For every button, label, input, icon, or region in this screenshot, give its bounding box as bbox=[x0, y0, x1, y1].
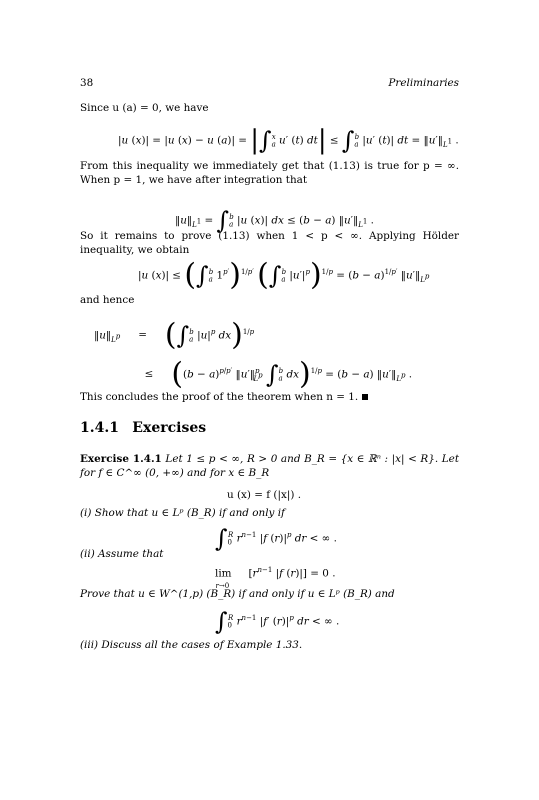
page bbox=[80, 0, 459, 800]
text-line-since: Since u (a) = 0, we have bbox=[80, 102, 209, 114]
section-heading bbox=[80, 421, 206, 436]
qed-box-icon bbox=[362, 394, 368, 400]
exercise-statement: Exercise 1.4.1 Let 1 ≤ p < ∞, R > 0 and B_R = {x ∈ ℝⁿ : |x| < R}. Let for f ∈ C^∞ (0, +∞) and for x ∈ B_R bbox=[80, 453, 459, 479]
paragraph-4: This concludes the proof of the theorem when n = 1. bbox=[80, 390, 368, 404]
equation-u: u (x) = f (|x|) . bbox=[227, 489, 301, 501]
equation-4a: $‖u‖_{L^p} = (\int_a^b$ $|u|^p$ dx)$^{1/p}$ bbox=[94, 317, 255, 353]
equation-ii: $\lim_{r\to 0} [r^{n-1}$ |f (r)|] = 0 . bbox=[215, 566, 336, 590]
equation-4b: ≤ ($(b - a)^{p/p'}$ ‖u′‖$^p_{L^p}$ $\int_a^b$ dx)$^{1/p}$ = (b − a) $‖u'‖_{L^p}$ . bbox=[144, 356, 413, 392]
equation-2: $‖u‖_{L^1} = \int_a^b$ |u (x)| dx ≤ (b − a) $‖u'‖_{L^1}$ . bbox=[175, 206, 374, 235]
paragraph-2: From this inequality we immediately get that (1.13) is true for p = ∞. When p = 1, we have after integration that bbox=[80, 160, 459, 186]
section-number: 1.4.1 bbox=[80, 420, 119, 436]
page-number: 38 bbox=[80, 77, 94, 89]
exercise-part-i: (i) Show that u ∈ Lᵖ (B_R) if and only if bbox=[80, 507, 285, 519]
equation-ii-2: $\int_0^R$ $r^{n-1}$ |f′ $(r)|^p$ dr < ∞ . bbox=[215, 607, 340, 636]
equation-i: $\int_0^R$ $r^{n-1}$ |f $(r)|^p$ dr < ∞ . bbox=[215, 524, 337, 553]
exercise-label: Exercise 1.4.1 bbox=[80, 453, 162, 465]
running-head: Preliminaries bbox=[388, 77, 459, 89]
equation-3: |u $(x)| \le (\int_a^b$ $1^{p'})^{1/p'}$ ($\int_a^b$ $|u'|^p)^{1/p} = (b - a)^{1/p'}$ $‖u'‖_{L^p}$ bbox=[138, 257, 430, 293]
exercise-part-ii-prove: Prove that u ∈ W^(1,p) (B_R) if and only if u ∈ Lᵖ (B_R) and bbox=[80, 588, 395, 600]
section-title: Exercises bbox=[132, 420, 207, 436]
equation-1: |u (x)| = |u (x) − u $(a)| = |\int_a^x$ u′ (t) $dt| \le \int_a^b$ |u′ (t)| dt = $‖u'‖_{L^1}$ . bbox=[118, 125, 459, 156]
exercise-part-ii: (ii) Assume that bbox=[80, 548, 164, 560]
paragraph-3: So it remains to prove (1.13) when 1 < p < ∞. Applying Hölder inequality, we obtain bbox=[80, 230, 459, 256]
text-and-hence: and hence bbox=[80, 294, 135, 306]
exercise-part-iii: (iii) Discuss all the cases of Example 1.33. bbox=[80, 639, 303, 651]
